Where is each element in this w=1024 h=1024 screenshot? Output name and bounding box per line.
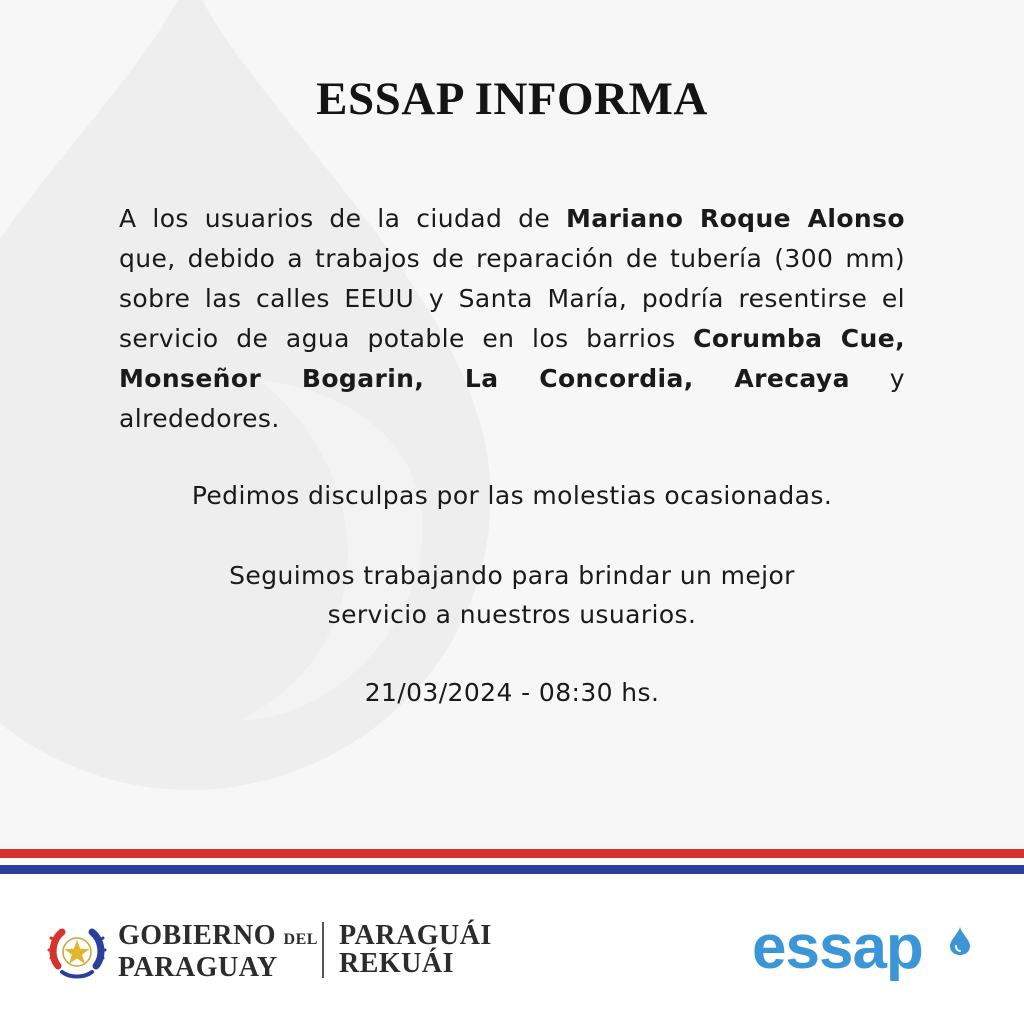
paraguai-rekuai-text [339,922,492,978]
notice-text-intro: A los usuarios de la ciudad de [119,204,567,233]
notice-paragraph [119,199,905,439]
flag-stripe-white [0,858,1024,865]
gobierno-text [118,922,318,982]
gobierno-line-2: PARAGUAY [118,952,278,983]
essap-logo [752,913,982,998]
closing-text-line-2: servicio a nuestros usuarios. [327,600,697,629]
affected-neighborhoods: Corumba Cue, Monseñor Bogarin, La Concordia, Arecaya [119,324,905,393]
notice-datetime: 21/03/2024 - 08:30 hs. [364,678,660,707]
gobierno-line-1: GOBIERNO [118,920,277,951]
city-name: Mariano Roque Alonso [566,204,905,233]
closing-text-line-1: Seguimos trabajando para brindar un mejor [229,561,795,590]
notice-text-details: que, debido a trabajos de reparación de tubería (300 mm) sobre las calles EEUU y Santa María, podría resentirse el servicio de agua potable en los barrios [119,244,905,353]
gobierno-del-paraguay-logo [44,918,494,988]
page-title: ESSAP INFORMA [316,73,708,125]
rekuai-line-1: PARAGUÁI [339,920,492,951]
flag-stripe-red [0,849,1024,858]
apology-text: Pedimos disculpas por las molestias ocasionadas. [191,481,833,510]
notice-text-end: y alrededores. [119,364,906,433]
rekuai-line-2: REKUÁI [339,948,455,979]
water-drop-icon [948,926,972,956]
national-seal-icon [44,920,110,986]
flag-stripe-blue [0,865,1024,874]
essap-logo-text: essap [752,913,923,982]
flag-stripes [0,849,1024,874]
footer [0,874,1024,1024]
logo-divider [322,922,324,978]
gobierno-del: DEL [283,931,318,948]
